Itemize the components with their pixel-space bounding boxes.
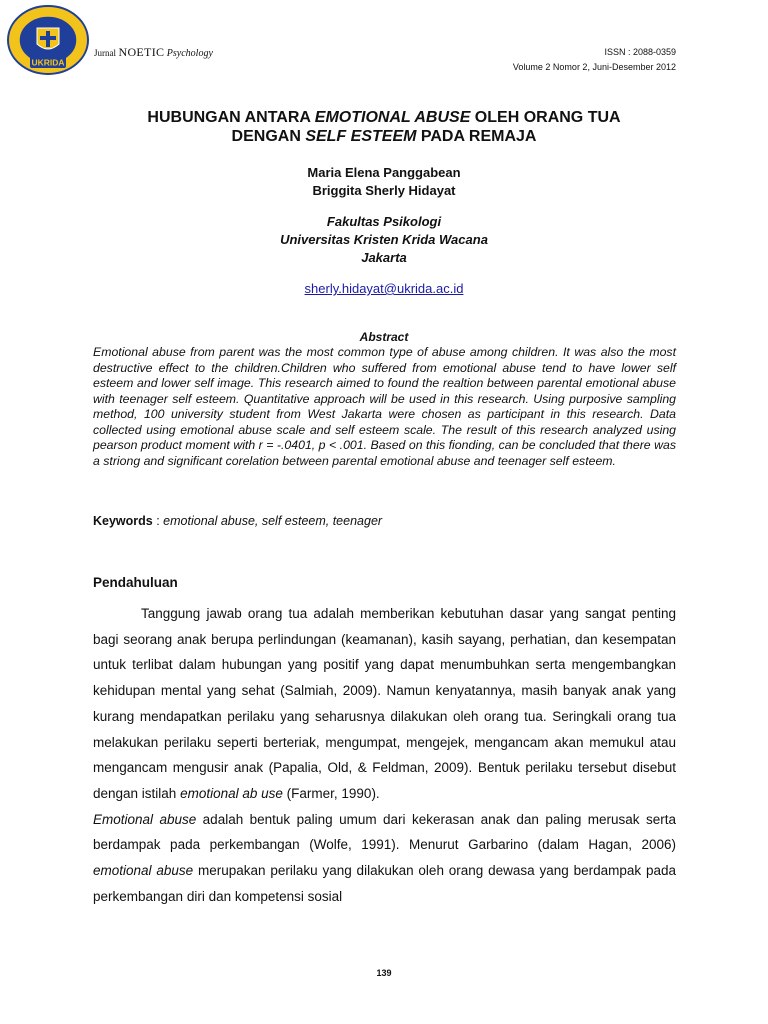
paragraph: Emotional abuse adalah bentuk paling umum dari kekerasan anak dan paling merusak serta berdampak pada perkembangan (Wolfe, 1991). Menurut Garbarino (dalam Hagan, 2006) emotional abuse merupakan perilaku yang dilakukan oleh orang dewasa yang berdampak pada perkembangan diri dan kompetensi sosial	[93, 811, 676, 904]
logo-label: UKRIDA	[31, 57, 65, 68]
affiliation: Fakultas Psikologi Universitas Kristen Krida Wacana Jakarta	[280, 214, 488, 265]
issn-block	[513, 45, 676, 75]
authors	[0, 164, 768, 200]
journal-name: Jurnal NOETIC Psychology	[94, 45, 213, 59]
university-logo	[6, 4, 90, 76]
paper-title: HUBUNGAN ANTARA EMOTIONAL ABUSE OLEH ORANG TUA DENGAN SELF ESTEEM PADA REMAJA	[147, 109, 621, 145]
email-link[interactable]: sherly.hidayat@ukrida.ac.id	[304, 281, 464, 296]
keywords: Keywords : emotional abuse, self esteem, teenager	[93, 514, 383, 528]
abstract-heading: Abstract	[359, 330, 409, 344]
page-number: 139	[376, 968, 392, 978]
body-text	[93, 601, 676, 909]
author-name: Briggita Sherly Hidayat	[312, 183, 456, 198]
issn: ISSN : 2088-0359	[604, 47, 676, 57]
volume-info: Volume 2 Nomor 2, Juni-Desember 2012	[512, 62, 676, 72]
paragraph: Tanggung jawab orang tua adalah memberikan kebutuhan dasar yang sangat penting bagi seorang anak berupa perlindungan (keamanan), kasih sayang, perhatian, dan kesempatan untuk terlibat dalam hubungan yang positif yang dapat menumbuhkan serta mengembangkan kehidupan mental yang sehat (Salmiah, 2009). Namun kenyatannya, masih banyak anak yang kurang mendapatkan perilaku yang seharusnya dilakukan oleh orang tua. Seringkali orang tua melakukan perilaku seperti berteriak, mengumpat, mengejek, mengancam akan memukul atau mengancam mengusir anak (Papalia, Old, & Feldman, 2009). Bentuk perilaku tersebut disebut dengan istilah emotional ab use (Farmer, 1990).	[93, 606, 676, 801]
section-heading: Pendahuluan	[93, 575, 178, 590]
author-name: Maria Elena Panggabean	[307, 165, 461, 180]
abstract-text: Emotional abuse from parent was the most common type of abuse among children. It was also the most destructive effect to the children.Children who suffered from emotional abuse tend to have lower self esteem and lower self image. This research aimed to found the realtion between parental emotional abuse with teenager self esteem. Quantitative approach will be used in this research. Using purposive sampling method, 100 university student from West Jakarta were chosen as participant in this research. Data collected using emotional abuse scale and self esteem scale. The result of this research analyzed using pearson product moment with r = -.0401, p < .001. Based on this fionding, can be concluded that there was a striong and significant corelation between parental emotional abuse and teenager self esteem.	[93, 345, 676, 468]
